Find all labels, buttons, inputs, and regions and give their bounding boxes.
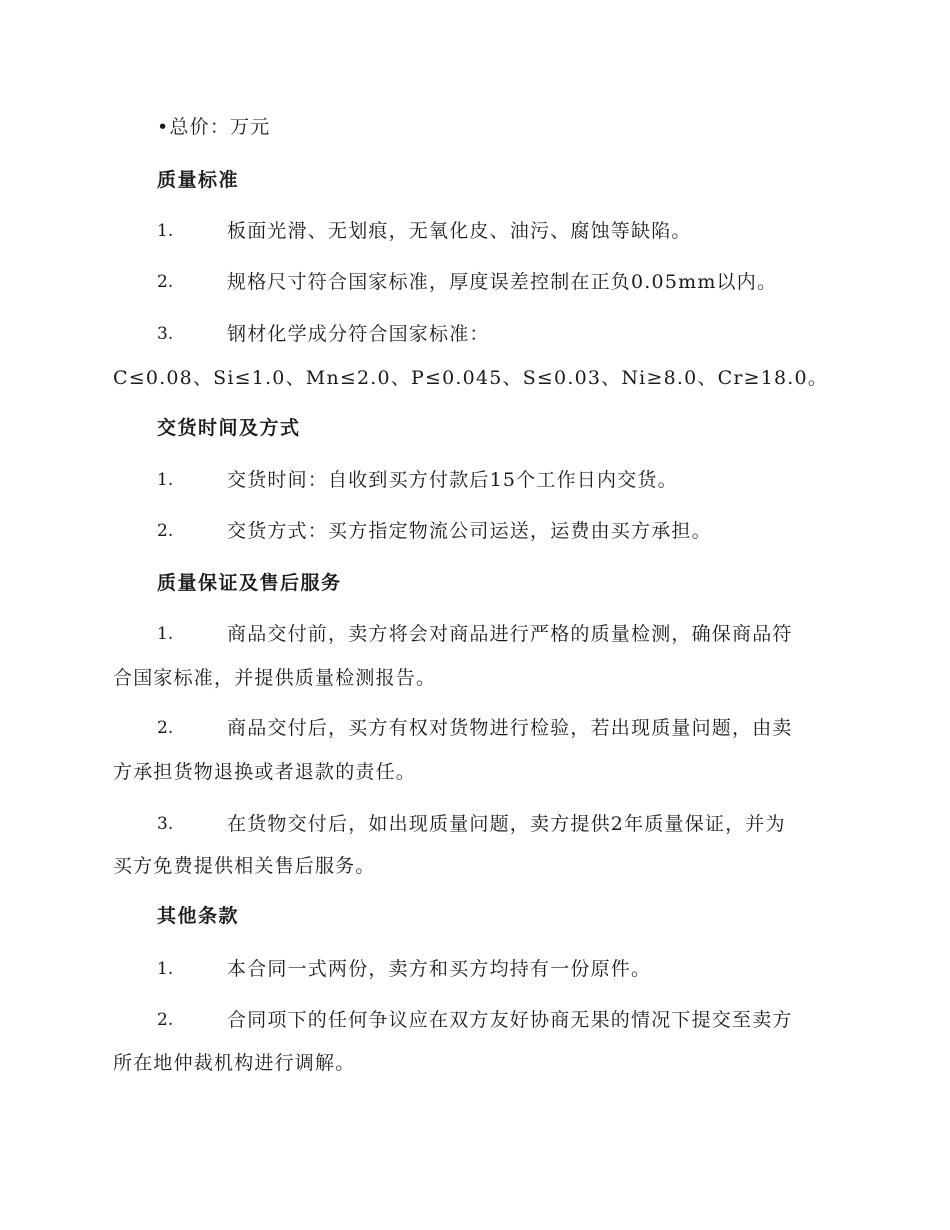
bullet-icon: • bbox=[157, 116, 170, 138]
item-number: 2. bbox=[157, 1010, 174, 1030]
section-heading-delivery: 交货时间及方式 bbox=[157, 417, 301, 439]
item-number: 1. bbox=[157, 221, 174, 241]
item-text: 合同项下的任何争议应在双方友好协商无果的情况下提交至卖方 bbox=[227, 1009, 793, 1031]
item-continuation: 方承担货物退换或者退款的责任。 bbox=[113, 761, 417, 783]
item-text: 交货时间：自收到买方付款后15个工作日内交货。 bbox=[227, 469, 678, 491]
item-continuation: C≤0.08、Si≤1.0、Mn≤2.0、P≤0.045、S≤0.03、Ni≥8.0、Cr≥18.0。 bbox=[113, 367, 829, 389]
item-number: 1. bbox=[157, 470, 174, 490]
item-text: 钢材化学成分符合国家标准： bbox=[227, 323, 490, 345]
item-text: 交货方式：买方指定物流公司运送，运费由买方承担。 bbox=[227, 520, 712, 542]
price-text: 总价：万元 bbox=[169, 116, 271, 138]
item-continuation: 所在地仲裁机构进行调解。 bbox=[113, 1052, 356, 1074]
item-text: 商品交付前，卖方将会对商品进行严格的质量检测，确保商品符 bbox=[227, 623, 793, 645]
section-heading-other: 其他条款 bbox=[157, 905, 240, 927]
item-number: 2. bbox=[157, 272, 174, 292]
item-text: 本合同一式两份，卖方和买方均持有一份原件。 bbox=[227, 958, 652, 980]
item-text: 规格尺寸符合国家标准，厚度误差控制在正负0.05mm以内。 bbox=[227, 271, 778, 293]
item-number: 2. bbox=[157, 521, 174, 541]
item-continuation: 买方免费提供相关售后服务。 bbox=[113, 855, 376, 877]
section-heading-quality-standard: 质量标准 bbox=[157, 169, 240, 191]
item-number: 2. bbox=[157, 718, 174, 738]
item-number: 1. bbox=[157, 624, 174, 644]
item-number: 1. bbox=[157, 959, 174, 979]
item-text: 在货物交付后，如出现质量问题，卖方提供2年质量保证，并为 bbox=[227, 813, 786, 835]
item-number: 3. bbox=[157, 814, 174, 834]
item-text: 板面光滑、无划痕，无氧化皮、油污、腐蚀等缺陷。 bbox=[227, 220, 692, 242]
item-number: 3. bbox=[157, 324, 174, 344]
section-heading-warranty: 质量保证及售后服务 bbox=[157, 572, 342, 594]
item-continuation: 合国家标准，并提供质量检测报告。 bbox=[113, 667, 437, 689]
item-text: 商品交付后，买方有权对货物进行检验，若出现质量问题，由卖 bbox=[227, 717, 793, 739]
price-line bbox=[157, 115, 877, 139]
